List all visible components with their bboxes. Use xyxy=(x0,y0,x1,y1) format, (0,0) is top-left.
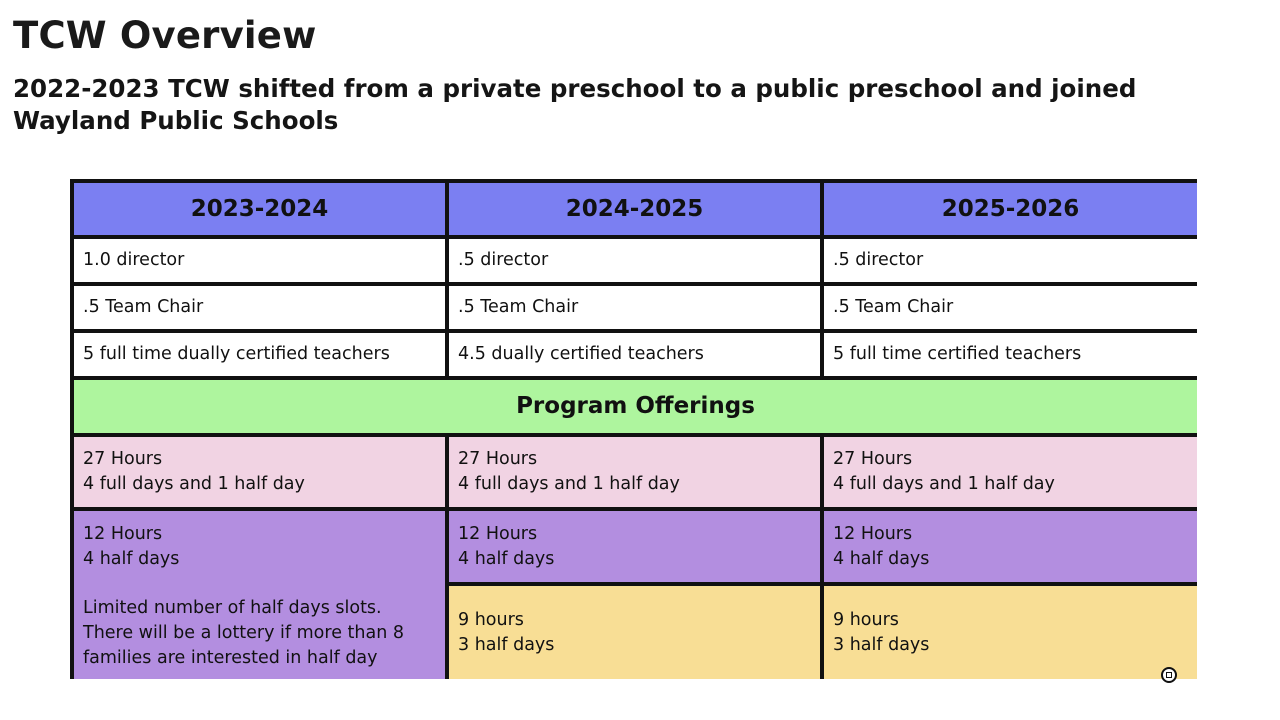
resize-handle-icon[interactable] xyxy=(1161,667,1177,683)
page-subtitle: 2022-2023 TCW shifted from a private preschool to a public preschool and joined Wayland Public Schools xyxy=(13,74,1137,135)
program-days: 4 half days xyxy=(833,548,930,569)
program-days: 4 half days xyxy=(458,548,555,569)
column-header-2025-2026: 2025-2026 xyxy=(824,183,1197,235)
program-hours: 9 hours xyxy=(833,609,899,630)
half-day-lottery-note: Limited number of half days slots. There will be a lottery if more than 8 families are interested in half day xyxy=(83,598,404,668)
overview-table xyxy=(70,179,1197,679)
program-12h-cell-2023 xyxy=(449,511,820,582)
program-12h-cell-2024 xyxy=(824,511,1197,582)
team-chair-cell-2024: .5 Team Chair xyxy=(449,286,820,329)
program-12h-cell-2025 xyxy=(74,511,445,679)
program-hours: 27 Hours xyxy=(833,449,913,469)
teachers-cell-2025: 5 full time certified teachers xyxy=(824,333,1197,376)
program-hours: 12 Hours xyxy=(458,523,538,544)
program-27h-cell-2023 xyxy=(74,437,445,507)
program-days: 3 half days xyxy=(458,634,555,655)
program-hours: 27 Hours xyxy=(83,449,163,469)
program-days: 4 full days and 1 half day xyxy=(83,474,305,494)
team-chair-cell-2025: .5 Team Chair xyxy=(824,286,1197,329)
page-title: TCW Overview xyxy=(13,14,317,57)
program-27h-cell-2024 xyxy=(449,437,820,507)
program-offerings-header: Program Offerings xyxy=(74,380,1197,433)
team-chair-cell-2023: .5 Team Chair xyxy=(74,286,445,329)
director-cell-2025: .5 director xyxy=(824,239,1197,282)
column-header-2023-2024: 2023-2024 xyxy=(74,183,445,235)
program-hours: 27 Hours xyxy=(458,449,538,469)
program-hours: 9 hours xyxy=(458,609,524,630)
program-days: 3 half days xyxy=(833,634,930,655)
column-header-2024-2025: 2024-2025 xyxy=(449,183,820,235)
teachers-cell-2023: 5 full time dually certified teachers xyxy=(74,333,445,376)
teachers-cell-2024: 4.5 dually certified teachers xyxy=(449,333,820,376)
program-hours: 12 Hours xyxy=(833,523,913,544)
program-hours: 12 Hours xyxy=(83,524,163,544)
program-9h-cell-2023 xyxy=(449,586,820,679)
program-days: 4 half days xyxy=(83,549,180,569)
program-days: 4 full days and 1 half day xyxy=(458,474,680,494)
director-cell-2024: .5 director xyxy=(449,239,820,282)
program-27h-cell-2025 xyxy=(824,437,1197,507)
program-days: 4 full days and 1 half day xyxy=(833,474,1055,494)
director-cell-2023: 1.0 director xyxy=(74,239,445,282)
program-9h-cell-2024 xyxy=(824,586,1197,679)
